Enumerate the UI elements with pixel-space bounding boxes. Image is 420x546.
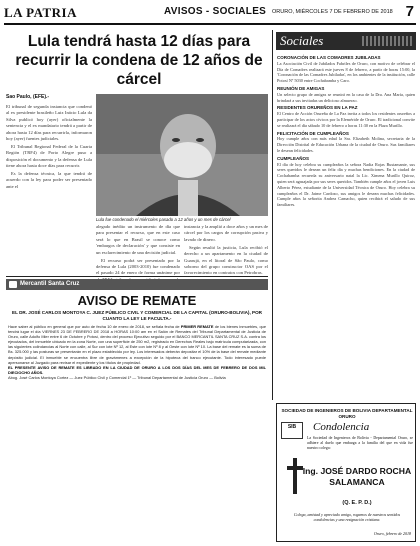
sociales-heading: CUMPLEAÑOS xyxy=(277,155,310,161)
sociales-text: Hoy cumple años con más edad la Sra. Elizabeth Molina, secretaria de la Dirección Distrital de Educación Urbana de la ciudad de Oruro. Sus familiares le desean felicidades. xyxy=(277,136,415,153)
article-paragraph: El recurso podrá ser presentado por la defensa de Lula (2003-2010) fue condenado el pasado 24 de enero de forma unánime por xyxy=(96,257,180,276)
column-divider xyxy=(272,30,273,400)
newspaper-name: LA PATRIA xyxy=(4,5,77,20)
sociales-heading: REUNIÓN DE AMIGAS xyxy=(277,85,325,91)
article-column-3 xyxy=(184,224,268,274)
article-paragraph: Es la defensa técnica, la que tendrá de acuerdo con la ley para poder ser presentado ante el xyxy=(6,171,92,189)
sociales-text: El día de hoy celebra su cumpleaños la señora Nadia Rojas Bustamante, sus seres queridos le desean un feliz día y muchas bendiciones. En la ciudad de Cochabamba recuerda su aniversario natal la Lic. Ximena Murillo Quiroz, quien será agasajada por sus seres queridos. También cumple años el joven Luis Alberto Pérez, estudiante de la Universidad Técnica de Oruro. Hoy celebra su cumpleaños el Dr. Jaime Cardozo, sus amigos le desean muchas felicidades. Cumple años la señorita Andrea Camacho, quien recibirá el saludo de sus familiares. xyxy=(277,161,415,208)
sib-logo: SIB xyxy=(281,422,303,439)
ad-title: AVISO DE REMATE xyxy=(77,293,197,308)
deceased-name: Ing. JOSÉ DARDO ROCHA SALAMANCA xyxy=(302,466,412,487)
ad-banner xyxy=(6,279,268,290)
article-photo xyxy=(96,94,268,216)
sociales-text: El Centro de Acción Orureña de La Paz invita a todos los residentes orureños a participar de los actos cívicos por la Efeméride de Oruro. El tradicional convite se realizará el día sábado 10 de febrero a horas 11:30 en la Plaza Murillo. xyxy=(277,111,415,128)
page-number: 7 xyxy=(405,3,414,20)
article-paragraph: El Tribunal Regional Federal de la Cuarta Región (TRF4) de Porto Alegre puso a disposición el documento y la defensa de Lula tiene ahora hasta doce días para recurrir. xyxy=(6,143,92,169)
article-paragraph: Según resultó la justicia, Lula recibió el derecho a un apartamento en la ciudad de Guarujá, en el litoral de São Paulo, como soborno del grupo constructor OAS por el favorecimiento en contratos con Petrobras. xyxy=(184,244,268,276)
sociales-heading: FELICITACIÓN DE CUMPLEAÑOS xyxy=(277,130,349,136)
ad-closing: EL PRESENTE AVISO DE REMATE ES LIBRADO EN LA CIUDAD DE ORURO A LOS DOS DÍAS DEL MES DE FEBRERO DE DOS MIL DIECIOCHO AÑOS. xyxy=(8,364,266,375)
sociales-title: Sociales xyxy=(280,33,324,48)
article-column-1 xyxy=(6,104,92,274)
article-paragraph: El tribunal de segunda instancia que condenó al ex presidente brasileño Luiz Inácio Lula da Silva publicó hoy (ayer) oficialmente la sentencia y el ex mandatario tendrá a partir de ahora hasta 12 días para recurrirla, informaron hoy (ayer) fuentes judiciales. xyxy=(6,104,92,142)
condolencia-org: SOCIEDAD DE INGENIEROS DE BOLIVIA DEPARTAMENTAL ORURO xyxy=(281,408,413,419)
issue-date: ORURO, MIÉRCOLES 7 DE FEBRERO DE 2018 xyxy=(272,9,393,15)
section-divider xyxy=(6,276,268,277)
bank-logo-icon xyxy=(9,281,17,288)
sociales-content xyxy=(277,53,415,209)
ad-strong: PRIMER REMATE xyxy=(180,324,214,329)
section-name: AVISOS - SOCIALES xyxy=(164,6,267,17)
condolencia-title: Condolencia xyxy=(313,421,370,433)
article-byline: Sao Paulo, (EFE).- xyxy=(6,94,50,100)
sociales-heading: RESIDENTES ORUREÑOS EN LA PAZ xyxy=(277,105,358,111)
article-paragraph: instancia y la amplió a doce años y un mes de cárcel por los cargos de corrupción pasiva y lavado de dinero. xyxy=(184,224,268,242)
ad-main: de los bienes inmuebles, que tendrá lugar el día VIERNES 23 DE FEBRERO DE 2018 a HORAS 10:00 am en el Salón de Remates del Tribunal Departamental de Justicia de Oruro, calle Adolfo Mier entre 6 de Octubre y Potosí, dentro del proceso Ejecutivo seguido por el BANCO MERCANTIL SANTA CRUZ S.A. contra los ejecutados, del inmueble ubicado en la zona Norte, con una superficie de 250 m2, registrado en Derechos Reales bajo matrícula computarizada, con las siguientes colindancias al Norte con calle, al Sur con lote Nº 12, al Este con lote Nº 8 y al Oeste con lote Nº 10. La base del remate es la suma de Bs. 325.000 y las posturas se presentarán en el plazo establecido por ley. Los interesados deberán depositar el 10% de la base del remate mediante depósito judicial. El inmueble se encuentra libre de gravámenes a excepción de la hipoteca del banco ejecutante. Todo interesado puede apersonarse al Juzgado para revisar el expediente y los títulos de propiedad. xyxy=(8,324,266,365)
condolencia-closing: Colega, amistad y apreciado amigo, rogamos de nuestros sentidos condolencias y una resignación cristiana. xyxy=(293,512,401,522)
article-column-2 xyxy=(96,224,180,274)
ad-body xyxy=(8,324,266,380)
ad-intro: Hace saber al público en general que por auto de fecha 10 de enero de 2018, se señala fecha de xyxy=(8,324,180,329)
photo-caption: Lula fue condenado el miércoles pasado a 12 años y un mes de cárcel xyxy=(96,217,231,222)
header-decoration xyxy=(362,36,412,46)
ad-signature: Abog. José Carlos Montoya Cortez — Juez Público Civil y Comercial 1º — Tribunal Departamental de Justicia Oruro — Bolivia xyxy=(8,374,226,380)
bank-name: Mercantil Santa Cruz xyxy=(20,281,80,287)
article-headline: Lula tendrá hasta 12 días para recurrir la condena de 12 años de cárcel xyxy=(15,33,263,88)
qepd: (Q. E. P. D.) xyxy=(342,500,372,506)
ad-subtitle: EL DR. JOSÉ CARLOS MONTOYA C. JUEZ PÚBLICO CIVIL Y COMERCIAL DE LA CAPITAL (ORURO-BOLIVIA), POR CUANTO LA LEY LE FACULTA.- xyxy=(12,310,262,321)
photo-image xyxy=(96,94,268,216)
condolencia-intro: La Sociedad de Ingenieros de Bolivia - Departamental Oruro, se adhiere al duelo que embarga a la familia del que en vida fue nuestro colega: xyxy=(307,436,413,450)
article-paragraph: alegado inédito un instrumento de día que para presentar el recurso, que en este caso será lo que en Brasil se conoce como 'embargos de declaración' y que consiste en un esclarecimiento de una decisión judicial. xyxy=(96,224,180,255)
condolencia-box xyxy=(276,403,416,542)
sociales-heading: CORONACIÓN DE LAS COMADRES JUBILADAS xyxy=(277,55,381,60)
sociales-text: La Asociación Civil de Jubilados Fabriles de Oruro, con motivo de celebrar el Día de Comadres realizará este jueves 8 de febrero, a partir de horas 15:00, la 'Coronación de las Comadres Jubiladas', en los ambientes de la institución, calle Potosí Nº 5030 entre Cochabamba y Caro. xyxy=(277,60,415,84)
condolencia-place: Oruro, febrero de 2018 xyxy=(373,531,411,536)
masthead xyxy=(4,3,416,25)
sociales-text: Un selecto grupo de amigas se reunirá en la casa de la Dra. Ana María, quien brindará a sus invitadas un delicioso almuerzo. xyxy=(277,91,415,103)
sociales-header xyxy=(276,32,416,50)
